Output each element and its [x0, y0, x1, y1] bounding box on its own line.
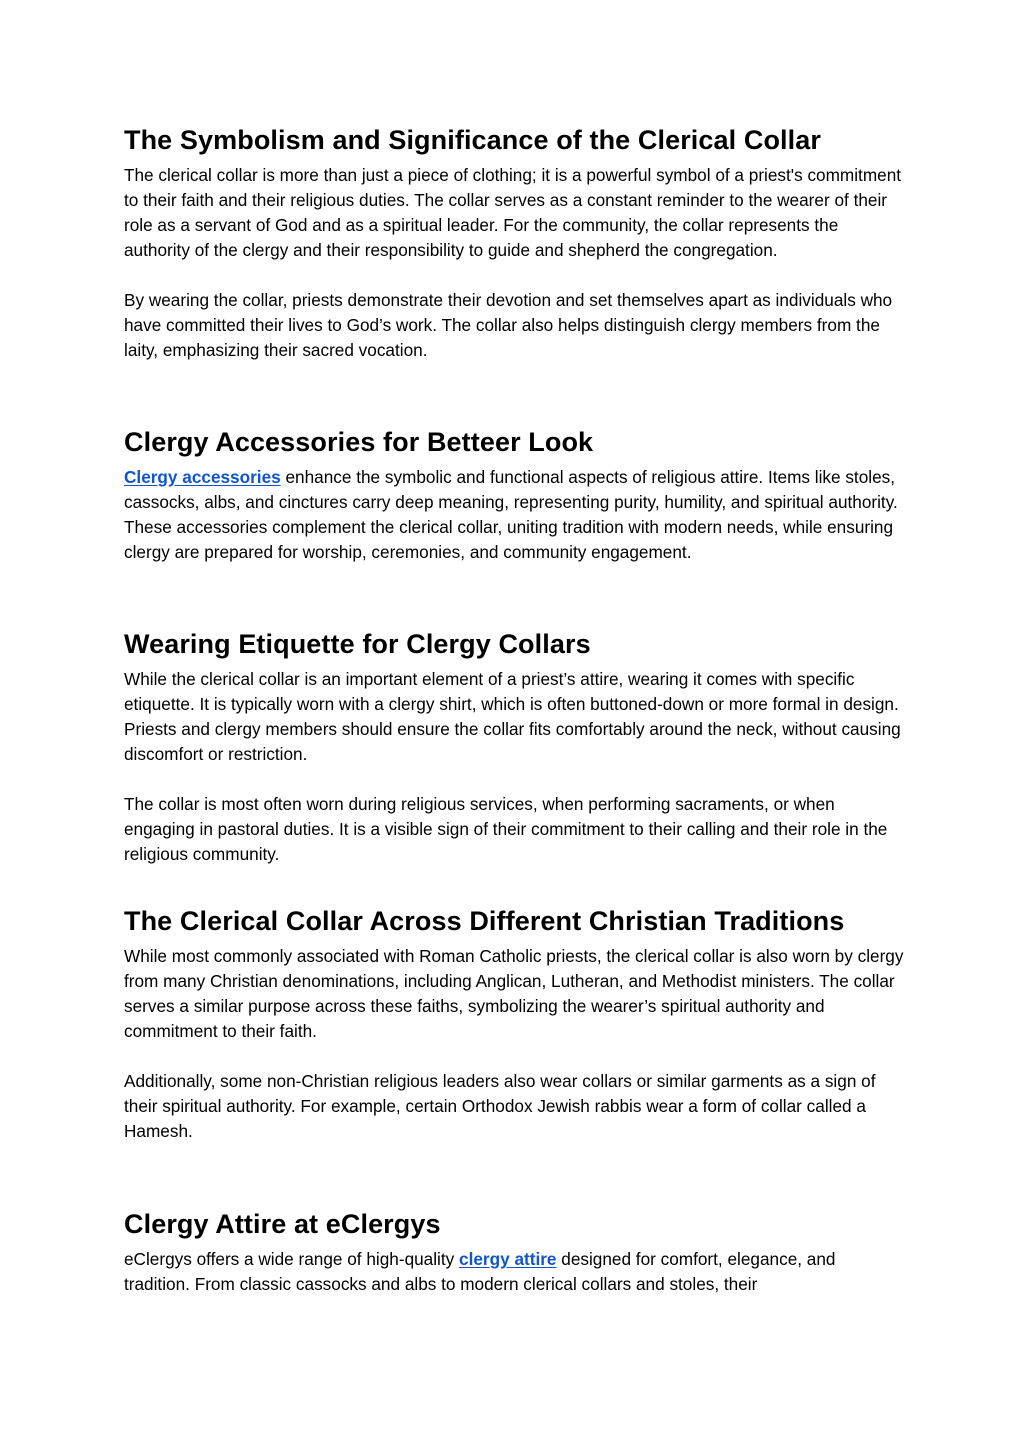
section-symbolism	[124, 123, 904, 363]
paragraph-text: eClergys offers a wide range of high-quality	[124, 1249, 460, 1269]
section-traditions	[124, 904, 904, 1144]
paragraph	[124, 465, 904, 565]
section-heading: The Clerical Collar Across Different Christian Traditions	[124, 906, 845, 936]
paragraph: The collar is most often worn during religious services, when performing sacraments, or when engaging in pastoral duties. It is a visible sign of their commitment to their calling and their role in the religious community.	[124, 794, 888, 864]
section-heading: Wearing Etiquette for Clergy Collars	[124, 629, 591, 659]
section-heading: Clergy Attire at eClergys	[124, 1209, 441, 1239]
clergy-accessories-link[interactable]: Clergy accessories	[124, 467, 281, 487]
paragraph-text: designed for comfort, elegance, and tradition. From classic cassocks and albs to modern clerical collars and stoles, their	[124, 1249, 836, 1294]
section-accessories	[124, 425, 904, 565]
section-heading: Clergy Accessories for Betteer Look	[124, 427, 594, 457]
paragraph: The clerical collar is more than just a piece of clothing; it is a powerful symbol of a priest's commitment to their faith and their religious duties. The collar serves as a constant reminder to the wearer of their role as a servant of God and as a spiritual leader. For the community, the collar represents the authority of the clergy and their responsibility to guide and shepherd the congregation.	[124, 165, 902, 260]
section-etiquette	[124, 627, 904, 867]
paragraph: While most commonly associated with Roman Catholic priests, the clerical collar is also worn by clergy from many Christian denominations, including Anglican, Lutheran, and Methodist ministers. The collar serves a similar purpose across these faiths, symbolizing the wearer’s spiritual authority and commitment to their faith.	[124, 946, 904, 1041]
paragraph: By wearing the collar, priests demonstrate their devotion and set themselves apart as individuals who have committed their lives to God’s work. The collar also helps distinguish clergy members from the laity, emphasizing their sacred vocation.	[124, 290, 893, 360]
paragraph-text: enhance the symbolic and functional aspects of religious attire. Items like stoles, cassocks, albs, and cinctures carry deep meaning, representing purity, humility, and spiritual authority. These accessories complement the clerical collar, uniting tradition with modern needs, while ensuring clergy are prepared for worship, ceremonies, and community engagement.	[124, 467, 898, 562]
paragraph: While the clerical collar is an important element of a priest’s attire, wearing it comes with specific etiquette. It is typically worn with a clergy shirt, which is often buttoned-down or more formal in design. Priests and clergy members should ensure the collar fits comfortably around the neck, without causing discomfort or restriction.	[124, 669, 901, 764]
section-heading: The Symbolism and Significance of the Clerical Collar	[124, 125, 821, 155]
paragraph: Additionally, some non-Christian religious leaders also wear collars or similar garments as a sign of their spiritual authority. For example, certain Orthodox Jewish rabbis wear a form of collar called a Hamesh.	[124, 1071, 876, 1141]
paragraph	[124, 1247, 904, 1297]
section-eclergys	[124, 1207, 904, 1297]
clergy-attire-link[interactable]: clergy attire	[459, 1249, 557, 1269]
